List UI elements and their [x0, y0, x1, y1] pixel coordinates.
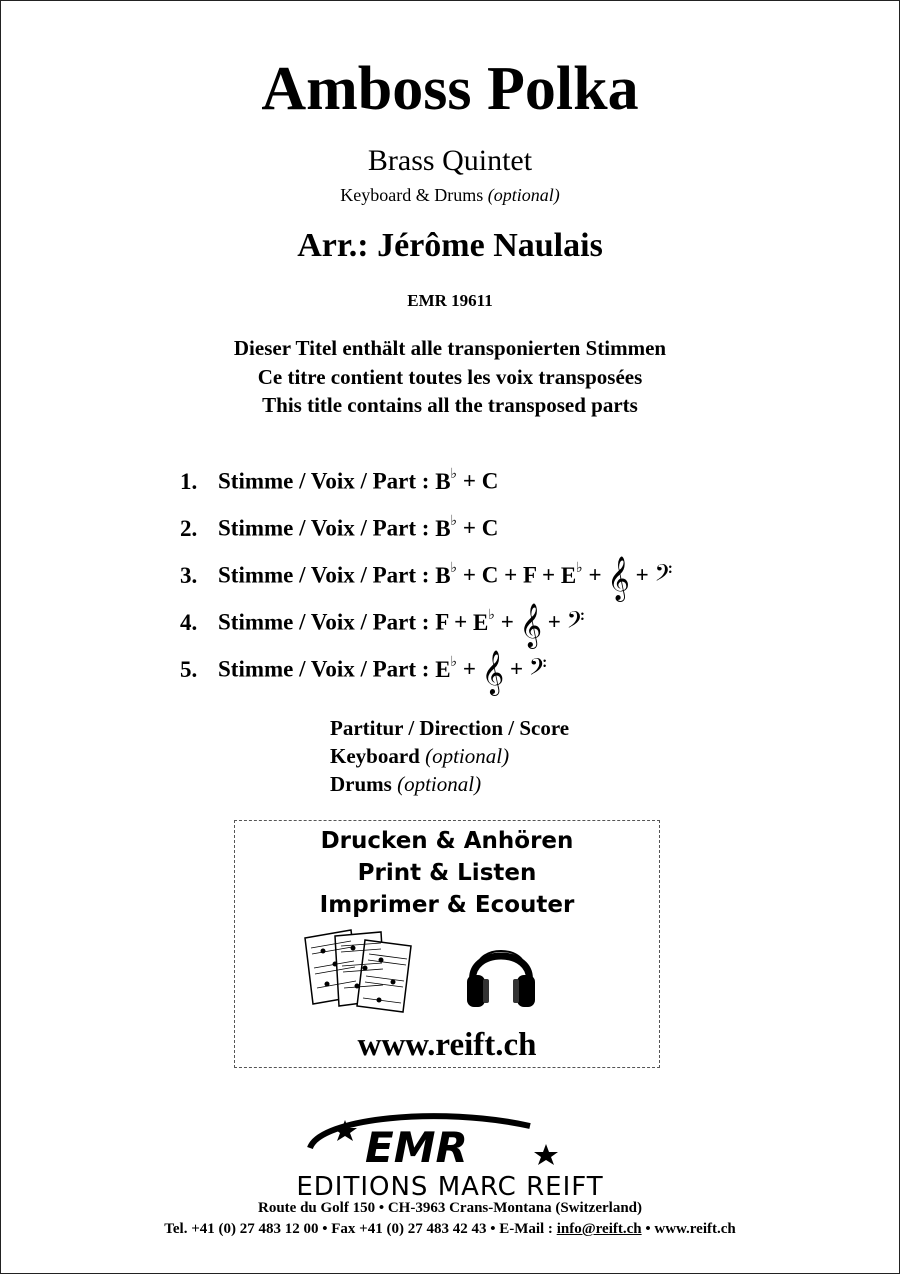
flat-icon: ♭ — [450, 514, 458, 529]
part-label: Stimme / Voix / Part : — [218, 656, 430, 682]
bass-clef-icon: 𝄢 — [654, 558, 673, 592]
publisher-contact — [0, 1219, 900, 1239]
plus-sign: + — [462, 468, 477, 494]
headphones-icon — [463, 929, 539, 1013]
plus-sign: + — [588, 562, 602, 588]
key-label: B♭ — [435, 514, 458, 541]
arranger: Arr.: Jérôme Naulais — [297, 227, 603, 264]
key-label: B♭ — [435, 467, 458, 494]
promo-line-french: Imprimer & Ecouter — [319, 892, 575, 918]
flat-icon: ♭ — [450, 655, 458, 670]
part-number: 1. — [180, 468, 198, 494]
optional-note: (optional) — [487, 185, 560, 205]
key-label: F — [523, 562, 537, 588]
extra-drums-label: Drums — [330, 772, 392, 796]
publisher-address: Route du Golf 150 • CH-3963 Crans-Montana (Switzerland) — [258, 1200, 642, 1216]
contact-phone-fax: Tel. +41 (0) 27 483 12 00 • Fax +41 (0) 27 483 42 43 • E-Mail : — [164, 1221, 553, 1237]
flat-icon: ♭ — [450, 467, 458, 482]
part-label: Stimme / Voix / Part : — [218, 468, 430, 494]
parts-list — [180, 456, 880, 694]
extra-drums — [330, 770, 569, 798]
publisher-name: EDITIONS MARC REIFT — [296, 1172, 604, 1202]
plus-sign: + — [547, 609, 561, 635]
flat-icon: ♭ — [488, 608, 495, 623]
plus-sign: + — [541, 562, 556, 588]
part-row — [180, 644, 880, 694]
part-label: Stimme / Voix / Part : — [218, 515, 430, 541]
email-link[interactable]: info@reift.ch — [556, 1221, 642, 1237]
part-label: Stimme / Voix / Part : — [218, 562, 430, 588]
optional-instruments — [0, 183, 900, 207]
print-listen-box — [234, 820, 660, 1068]
catalog-number: EMR 19611 — [407, 291, 493, 310]
notice-english: This title contains all the transposed parts — [262, 393, 638, 417]
bass-clef-icon: 𝄢 — [528, 652, 547, 686]
plus-sign: + — [504, 562, 518, 588]
part-number: 4. — [180, 609, 198, 635]
instrumentation: Brass Quintet — [367, 144, 533, 177]
notice-french: Ce titre contient toutes les voix transposées — [257, 364, 643, 389]
transposition-notice — [0, 334, 900, 420]
key-label: F — [435, 609, 449, 635]
part-number: 3. — [180, 562, 198, 588]
part-row — [180, 597, 880, 647]
treble-clef-icon: 𝄞 — [519, 602, 543, 647]
part-number: 5. — [180, 656, 198, 682]
plus-sign: + — [635, 562, 649, 588]
plus-sign: + — [462, 656, 477, 682]
emr-logo — [300, 1106, 560, 1176]
key-label: C — [481, 562, 499, 588]
flat-icon: ♭ — [450, 561, 458, 576]
optional-instruments-text: Keyboard & Drums — [340, 185, 484, 205]
extra-score-label: Partitur / Direction / Score — [330, 716, 570, 740]
extra-keyboard-note: (optional) — [425, 744, 510, 768]
plus-sign: + — [500, 609, 514, 635]
notice-german: Dieser Titel enthält alle transponierten Stimmen — [233, 336, 667, 360]
key-label: B♭ — [435, 561, 458, 588]
promo-line-english: Print & Listen — [357, 860, 537, 886]
plus-sign: + — [462, 515, 477, 541]
plus-sign: + — [462, 562, 477, 588]
bass-clef-icon: 𝄢 — [566, 605, 585, 639]
flat-icon: ♭ — [576, 561, 583, 576]
part-label: Stimme / Voix / Part : — [218, 609, 430, 635]
logo-text: EMR — [365, 1123, 468, 1172]
part-number: 2. — [180, 515, 198, 541]
contact-website: • www.reift.ch — [645, 1221, 736, 1237]
part-row — [180, 550, 880, 600]
key-label: E♭ — [473, 608, 495, 635]
extra-keyboard-label: Keyboard — [330, 744, 420, 768]
sheet-music-icon — [301, 926, 421, 1016]
website-link[interactable]: www.reift.ch — [357, 1027, 537, 1063]
extra-keyboard — [330, 742, 569, 770]
part-row — [180, 503, 880, 550]
key-label: E♭ — [435, 655, 458, 682]
treble-clef-icon: 𝄞 — [481, 649, 505, 694]
plus-sign: + — [509, 656, 524, 682]
treble-clef-icon: 𝄞 — [607, 555, 630, 600]
part-row — [180, 456, 880, 503]
page-title: Amboss Polka — [261, 55, 639, 123]
plus-sign: + — [454, 609, 468, 635]
key-label: C — [481, 468, 499, 494]
key-label: C — [481, 515, 499, 541]
promo-line-german: Drucken & Anhören — [320, 828, 574, 854]
key-label: E♭ — [560, 561, 583, 588]
extra-score — [330, 714, 569, 742]
extra-drums-note: (optional) — [397, 772, 482, 796]
extra-parts-list — [330, 714, 569, 798]
